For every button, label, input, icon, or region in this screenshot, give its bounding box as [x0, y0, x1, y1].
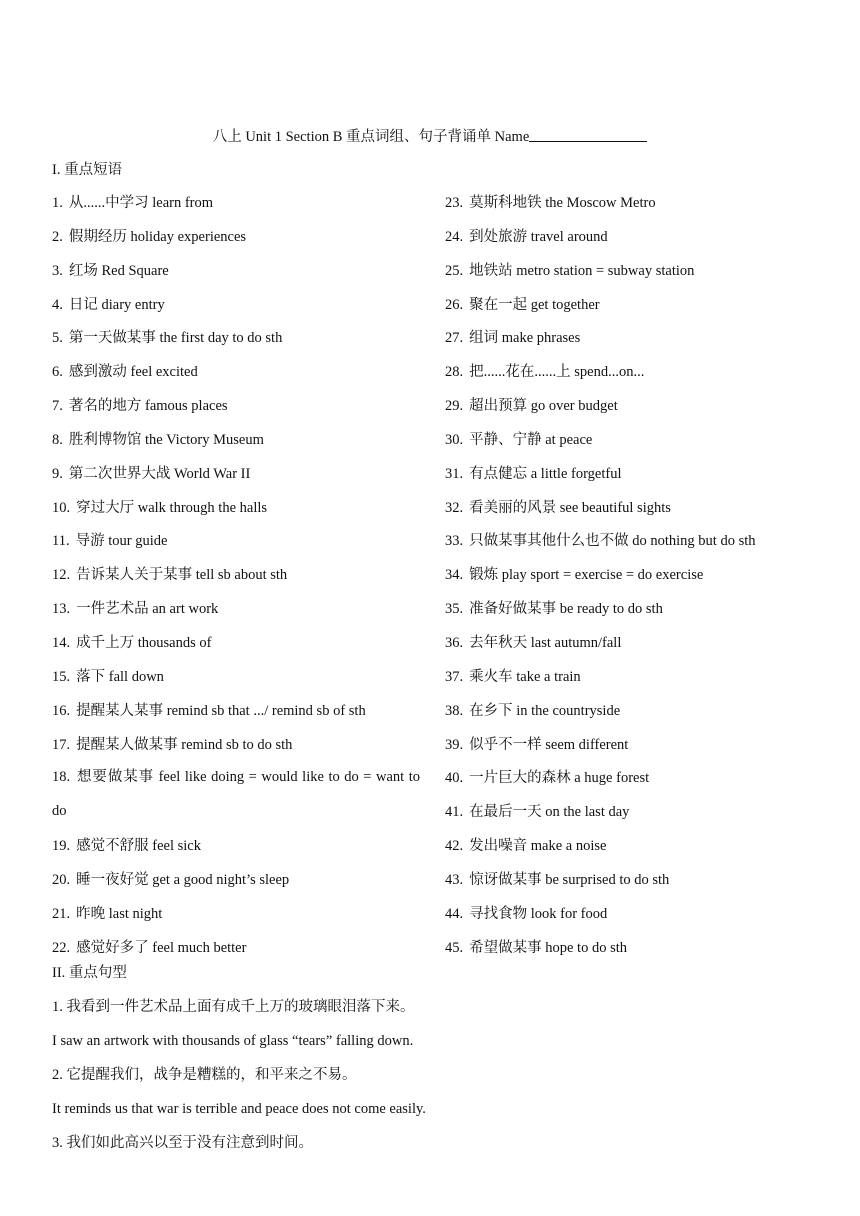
phrase-item: 17. 提醒某人做某事 remind sb to do sth	[52, 736, 293, 753]
section-heading-sentences: II. 重点句型	[52, 965, 127, 981]
phrase-item: 24. 到处旅游 travel around	[445, 228, 608, 245]
phrase-item: 38. 在乡下 in the countryside	[445, 702, 621, 719]
phrases-left-column	[52, 193, 420, 971]
phrase-item: 36. 去年秋天 last autumn/fall	[445, 634, 622, 651]
phrase-item: 37. 乘火车 take a train	[445, 668, 581, 685]
sentence-line: It reminds us that war is terrible and peace does not come easily.	[52, 1101, 426, 1117]
phrase-item: 22. 感觉好多了 feel much better	[52, 939, 247, 956]
sentence-list	[52, 997, 832, 1167]
phrase-item: 30. 平静、宁静 at peace	[445, 431, 593, 448]
phrase-item: 19. 感觉不舒服 feel sick	[52, 838, 201, 855]
phrase-item: 4. 日记 diary entry	[52, 296, 165, 313]
phrase-item: 16. 提醒某人某事 remind sb that .../ remind sb of sth	[52, 702, 366, 719]
sentence-line: I saw an artwork with thousands of glass “tears” falling down.	[52, 1033, 414, 1049]
phrase-item: 12. 告诉某人关于某事 tell sb about sth	[52, 567, 288, 584]
phrase-item: 14. 成千上万 thousands of	[52, 634, 212, 651]
phrases-right-column	[445, 193, 805, 971]
section-heading-phrases: I. 重点短语	[52, 162, 123, 178]
phrase-item: 9. 第二次世界大战 World War II	[52, 465, 251, 482]
phrase-item: 23. 莫斯科地铁 the Moscow Metro	[445, 195, 656, 211]
phrase-item: 44. 寻找食物 look for food	[445, 905, 608, 922]
phrase-item: 40. 一片巨大的森林 a huge forest	[445, 770, 650, 787]
phrase-item: 11. 导游 tour guide	[52, 533, 168, 550]
phrase-item: 3. 红场 Red Square	[52, 262, 169, 279]
phrase-item: 10. 穿过大厅 walk through the halls	[52, 499, 268, 516]
phrase-item: 42. 发出噪音 make a noise	[445, 838, 607, 855]
page-title	[0, 127, 860, 147]
sentence-line: 2. 它提醒我们，战争是糟糕的，和平来之不易。	[52, 1067, 357, 1083]
sentence-line: 3. 我们如此高兴以至于没有注意到时间。	[52, 1135, 313, 1151]
phrase-item: 45. 希望做某事 hope to do sth	[445, 939, 628, 956]
phrase-item: 7. 著名的地方 famous places	[52, 398, 228, 415]
phrase-item: 41. 在最后一天 on the last day	[445, 804, 630, 821]
phrase-item: 6. 感到激动 feel excited	[52, 364, 198, 381]
title-text: 八上 Unit 1 Section B 重点词组、句子背诵单 Name	[212, 129, 530, 145]
phrase-item: 35. 准备好做某事 be ready to do sth	[445, 601, 663, 618]
phrase-item: 8. 胜利博物馆 the Victory Museum	[52, 431, 264, 448]
phrase-item: 1. 从......中学习 learn from	[52, 195, 214, 211]
phrase-item: 32. 看美丽的风景 see beautiful sights	[445, 499, 671, 516]
phrase-item: 26. 聚在一起 get together	[445, 296, 600, 313]
phrase-item: 43. 惊讶做某事 be surprised to do sth	[445, 871, 670, 888]
phrase-item: 25. 地铁站 metro station = subway station	[445, 262, 695, 279]
sentence-line: 1. 我看到一件艺术品上面有成千上万的玻璃眼泪落下来。	[52, 999, 415, 1015]
phrase-item: 39. 似乎不一样 seem different	[445, 736, 629, 753]
phrase-item: 28. 把......花在......上 spend...on...	[445, 364, 645, 381]
phrase-item: 15. 落下 fall down	[52, 668, 164, 685]
phrase-item: 29. 超出预算 go over budget	[445, 398, 618, 415]
phrase-item: 2. 假期经历 holiday experiences	[52, 228, 247, 245]
phrase-item: 13. 一件艺术品 an art work	[52, 601, 219, 618]
phrase-item: 21. 昨晚 last night	[52, 905, 163, 922]
name-blank-line	[529, 127, 647, 142]
phrase-item: 31. 有点健忘 a little forgetful	[445, 465, 622, 482]
phrase-item: 20. 睡一夜好觉 get a good night’s sleep	[52, 871, 290, 888]
phrase-item: 27. 组词 make phrases	[445, 330, 581, 347]
phrase-item: 18. 想要做某事 feel like doing = would like to do = want to do	[52, 769, 420, 820]
phrase-item: 5. 第一天做某事 the first day to do sth	[52, 330, 283, 347]
phrase-item: 34. 锻炼 play sport = exercise = do exercise	[445, 567, 704, 584]
phrase-item: 33. 只做某事其他什么也不做 do nothing but do sth	[445, 533, 756, 550]
